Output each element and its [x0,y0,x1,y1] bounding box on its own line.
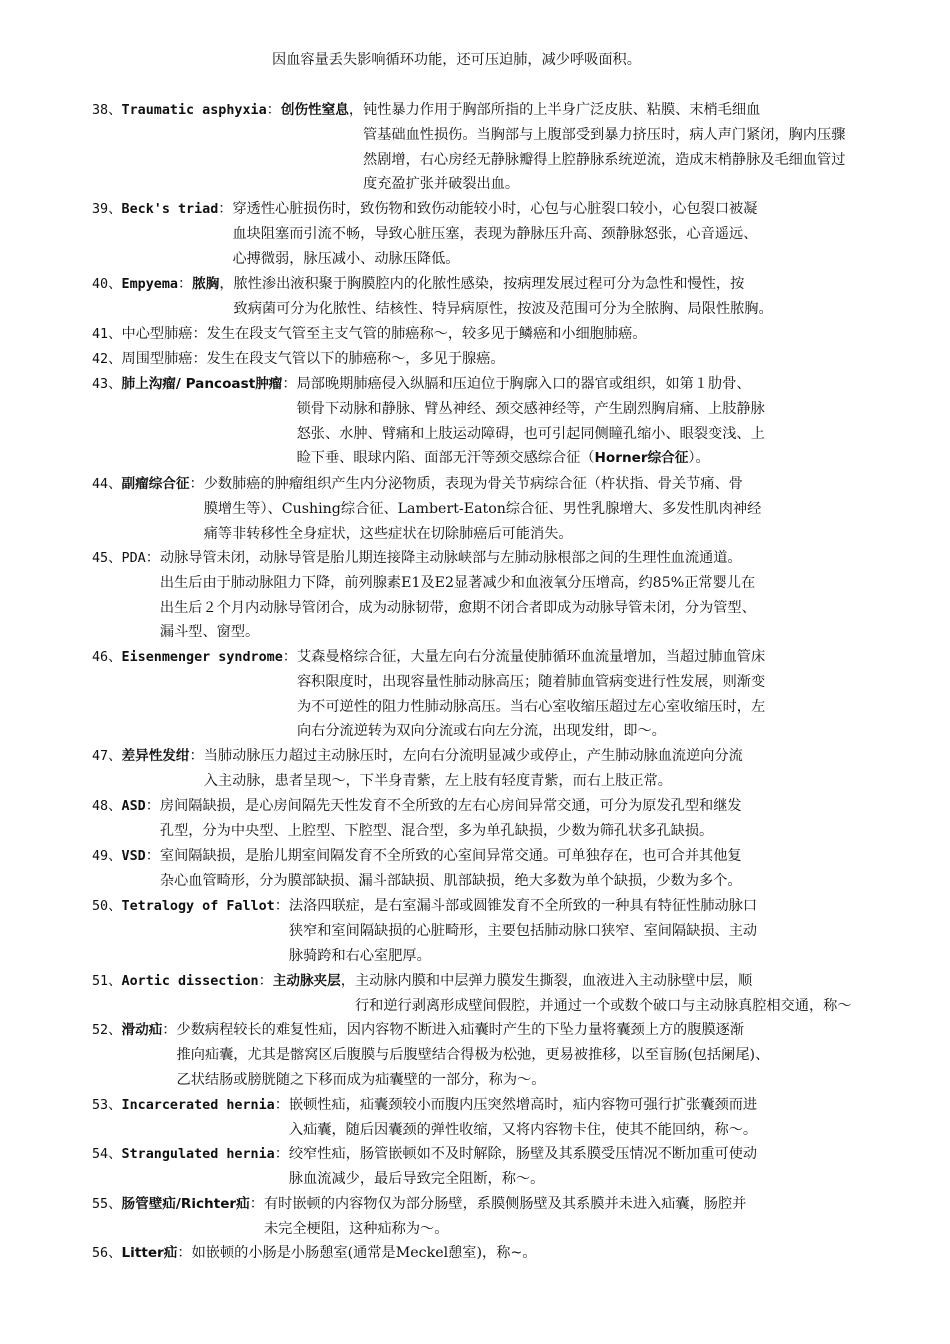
entry-definition [289,1142,872,1192]
entry-heading [92,969,355,995]
glossary-entry [92,322,872,348]
entry-definition [234,272,872,322]
definition-line: 推向疝囊，尤其是髂窝区后腹膜与后腹壁结合得极为松弛，更易被推移，以至盲肠(包括阑尾)、 [176,1046,770,1063]
entry-term: Tetralogy of Fallot [121,899,275,914]
definition-line: 少数肺癌的肿瘤组织产生内分泌物质，表现为骨关节病综合征（杵状指、骨关节痛、骨 [203,476,743,492]
definition-line: 脉骑跨和右心室肥厚。 [288,947,431,964]
entry-chinese-term: 差异性发绀 [121,748,190,764]
entry-separator: ： [274,1097,289,1113]
definition-line: 血块阻塞而引流不畅，导致心脏压塞，表现为静脉压升高、颈静脉怒张，心音遥远、 [232,225,758,242]
glossary-entry [92,98,872,197]
entry-definition [160,844,872,894]
entry-definition [363,98,872,197]
definition-line: 局部晚期肺癌侵入纵膈和压迫位于胸廓入口的器官或组织，如第１肋骨、 [296,376,751,392]
definition-line: 动脉导管未闭，动脉导管是胎儿期连接降主动脉峡部与左肺动脉根部之间的生理性血流通道。 [159,550,742,566]
entry-definition [232,197,872,271]
glossary-entry [92,969,872,1019]
entry-separator: ： [162,1022,177,1038]
definition-line: 有时嵌顿的内容物仅为部分肠壁，系膜侧肠壁及其系膜并未进入疝囊，肠腔并 [263,1196,747,1212]
definition-line: 漏斗型、窗型。 [159,624,260,641]
entry-heading [92,1192,264,1218]
definition-line: 锁骨下动脉和静脉、臂丛神经、颈交感神经等，产生剧烈胸肩痛、上肢静脉 [296,400,765,417]
entry-heading [92,322,207,348]
definition-line: 出生后由于肺动脉阻力下降，前列腺素E1及E2显著减少和血液氧分压增高，约85%正常婴儿在 [159,574,756,591]
definition-line: 法洛四联症，是右室漏斗部或圆锥发育不全所致的一种具有特征性肺动脉口 [288,898,758,914]
entry-term: Aortic dissection [121,974,259,989]
definition-line: 乙状结肠或膀胱随之下移而成为疝囊壁的一部分，称为～。 [176,1071,546,1088]
entry-separator: ： [177,1245,192,1261]
definition-line: 然剧增，右心房经无静脉瓣得上腔静脉系统逆流，造成末梢静脉及毛细血管过 [363,151,846,168]
entry-heading [92,472,204,498]
entry-heading [92,347,207,373]
glossary-entry [92,894,872,968]
definition-line: 致病菌可分为化脓性、结核性、特异病原性，按波及范围可分为全脓胸、局限性脓胸。 [233,300,773,317]
entry-heading [92,1093,289,1119]
entry-heading [92,1142,289,1168]
entry-number: 50、 [92,899,122,914]
entry-heading [92,844,160,870]
entry-definition [177,1018,873,1092]
entry-separator: ： [145,550,160,566]
entry-separator: ： [145,798,160,814]
entry-term: VSD [121,849,146,864]
entry-number: 40、 [92,277,122,292]
entry-heading [92,645,297,671]
entry-definition [204,744,872,794]
entry-number: 39、 [92,202,122,217]
glossary-entry [92,1241,872,1267]
entry-term: Beck's triad [121,202,219,217]
entry-separator: ， [219,276,234,292]
glossary-entry [92,794,872,844]
entry-heading [92,794,160,820]
entry-separator: ， [340,973,355,989]
definition-line: 发生在段支气管至主支气管的肺癌称～，较多见于鳞癌和小细胞肺癌。 [206,326,647,342]
entry-separator: ， [348,102,364,118]
definition-line: 艾森曼格综合征，大量左向右分流量使肺循环血流量增加，当超过肺血管床 [296,649,766,665]
entry-separator: ： [258,973,273,989]
definition-line: 房间隔缺损，是心房间隔先天性发育不全所致的左右心房间异常交通，可分为原发孔型和继发 [159,798,742,814]
entry-definition [264,1192,872,1242]
entry-separator: ： [192,351,207,367]
entry-definition [297,372,872,471]
definition-line: 出生后２个月内动脉导管闭合，成为动脉韧带，愈期不闭合者即成为动脉导管未闭，分为管型、 [159,599,756,616]
entry-term: Eisenmenger syndrome [121,650,283,665]
entry-separator: ： [189,748,204,764]
entry-chinese-term: 主动脉夹层 [272,973,341,989]
entry-definition [160,546,872,645]
definition-line: 狭窄和室间隔缺损的心脏畸形，主要包括肺动脉口狭窄、室间隔缺损、主动 [288,922,758,939]
glossary-entry [92,1093,872,1143]
entry-separator: ： [266,102,281,118]
entry-number: 41、 [92,327,122,342]
entry-term: Strangulated hernia [121,1147,275,1162]
definition-line: 膜增生等）、Cushing综合征、Lambert-Eaton综合征、男性乳腺增大、多发性肌肉神经 [203,500,762,517]
entry-separator: ： [145,848,160,864]
definition-line: 度充盈扩张并破裂出血。 [363,176,520,193]
glossary-entry [92,844,872,894]
entry-definition [207,347,872,372]
definition-line: 行和逆行剥离形成壁间假腔，并通过一个或数个破口与主动脉真腔相交通，称～ [354,997,852,1014]
entry-chinese-term: 肠管壁疝/Richter疝 [121,1196,250,1212]
entry-number: 51、 [92,974,122,989]
definition-line: 当肺动脉压力超过主动脉压时，左向右分流明显减少或停止，产生肺动脉血流逆向分流 [203,748,743,764]
definition-line: 主动脉内膜和中层弹力膜发生撕裂，血液进入主动脉壁中层，顺 [354,973,753,989]
entry-definition [289,1093,872,1143]
definition-line: 发生在段支气管以下的肺癌称～，多见于腺癌。 [206,351,505,367]
entry-chinese-term: 中心型肺癌 [121,326,193,342]
entry-chinese-term: 肺上沟瘤/ Pancoast肿瘤 [121,376,283,392]
definition-line: 室间隔缺损，是胎儿期室间隔发育不全所致的心室间异常交通。可单独存在，也可合并其他复 [159,848,742,864]
definition-line: 入疝囊，随后因囊颈的弹性收缩，又将内容物卡住，使其不能回纳，称～。 [288,1121,758,1138]
entry-definition [297,645,872,744]
entry-separator: ： [282,376,297,392]
definition-line: 脓性渗出液积聚于胸膜腔内的化脓性感染，按病理发展过程可分为急性和慢性，按 [233,276,745,292]
entry-number: 46、 [92,650,122,665]
glossary-entry [92,197,872,271]
entry-number: 47、 [92,749,122,764]
definition-line: 睑下垂、眼球内陷、面部无汗等颈交感综合征（Horner综合征）。 [296,450,710,467]
definition-line: 杂心血管畸形，分为膜部缺损、漏斗部缺损、肌部缺损，绝大多数为单个缺损，少数为多个。 [159,872,742,889]
entry-separator: ： [274,898,289,914]
definition-line: 钝性暴力作用于胸部所指的上半身广泛皮肤、粘膜、末梢毛细血 [363,102,761,118]
entry-term: Traumatic asphyxia [121,103,267,118]
entry-heading [92,546,160,572]
definition-line: 嵌顿性疝，疝囊颈较小而腹内压突然增高时，疝内容物可强行扩张囊颈而进 [288,1097,758,1113]
entry-chinese-term: 副瘤综合征 [121,476,190,492]
entry-chinese-term: 滑动疝 [121,1022,163,1038]
entry-heading [92,1241,192,1267]
entry-number: 56、 [92,1246,122,1261]
glossary-entry [92,546,872,645]
definition-line: 未完全梗阻，这种疝称为～。 [263,1220,449,1237]
entry-definition [355,969,872,1019]
entry-heading [92,197,232,223]
definition-line: 穿透性心脏损伤时，致伤物和致伤动能较小时，心包与心脏裂口较小，心包裂口被凝 [232,201,758,217]
entry-term: Empyema [121,277,178,292]
entry-number: 54、 [92,1147,122,1162]
definition-line: 入主动脉，患者呈现～，下半身青紫，左上肢有轻度青紫，而右上肢正常。 [203,772,672,789]
entry-heading [92,372,297,398]
definition-line: 少数病程较长的难复性疝，因内容物不断进入疝囊时产生的下坠力量将囊颈上方的腹膜逐渐 [176,1022,745,1038]
glossary-entry [92,472,872,546]
entry-heading [92,98,363,124]
glossary-entry [92,1018,872,1092]
entry-chinese-term: 创伤性窒息 [280,102,349,118]
entry-heading [92,894,289,920]
entry-definition [289,894,872,968]
entry-separator: ： [274,1146,289,1162]
definition-line: 怒张、水肿、臂痛和上肢运动障碍，也可引起同侧瞳孔缩小、眼裂变浅、上 [296,425,765,442]
entry-separator: ： [249,1196,264,1212]
definition-line: 脉血流减少，最后导致完全阻断，称～。 [288,1170,545,1187]
entry-definition [207,322,872,347]
entry-definition [192,1241,872,1266]
entry-term: PDA [121,551,146,566]
glossary-entry [92,272,872,322]
entry-term: ASD [121,799,146,814]
entry-number: 38、 [92,103,122,118]
glossary-entry [92,372,872,471]
glossary-entry [92,645,872,744]
entry-separator: ： [218,201,233,217]
entry-separator: ： [177,276,193,292]
glossary-entry [92,744,872,794]
entry-heading [92,744,204,770]
entry-separator: ： [192,326,207,342]
definition-line: 绞窄性疝，肠管嵌顿如不及时解除，肠壁及其系膜受压情况不断加重可使动 [288,1146,758,1162]
definition-line: 如嵌顿的小肠是小肠憩室(通常是Meckel憩室)，称~。 [191,1245,537,1261]
entry-separator: ： [282,649,297,665]
entry-number: 44、 [92,477,122,492]
entry-number: 49、 [92,849,122,864]
entry-chinese-term: Litter疝 [121,1245,178,1261]
entry-number: 42、 [92,352,122,367]
entry-number: 48、 [92,799,122,814]
glossary-entry [92,1142,872,1192]
entry-definition [204,472,872,546]
definition-line: 管基础血性损伤。当胸部与上腹部受到暴力挤压时，病人声门紧闭，胸内压骤 [363,126,846,143]
entry-number: 45、 [92,551,122,566]
entry-term: Incarcerated hernia [121,1098,275,1113]
definition-line: 向右分流逆转为双向分流或右向左分流，出现发绀，即～。 [296,723,666,740]
entry-chinese-term: 脓胸 [192,276,220,292]
entry-number: 43、 [92,377,122,392]
glossary-entry [92,347,872,373]
entry-chinese-term: 周围型肺癌 [121,351,193,367]
entry-number: 53、 [92,1098,122,1113]
definition-line: 心搏微弱，脉压减小、动脉压降低。 [232,250,460,267]
entry-number: 52、 [92,1023,122,1038]
definition-line: 为不可逆性的阻力性肺动脉高压。当右心室收缩压超过左心室收缩压时，左 [296,698,766,715]
definition-line: 孔型，分为中央型、上腔型、下腔型、混合型，多为单孔缺损，少数为筛孔状多孔缺损。 [159,822,714,839]
definition-line: 容积限度时，出现容量性肺动脉高压；随着肺血管病变进行性发展，则渐变 [296,673,766,690]
entry-separator: ： [189,476,204,492]
definition-line: 痛等非转移性全身症状，这些症状在切除肺癌后可能消失。 [203,525,573,542]
continuation-line: 因血容量丢失影响循环功能，还可压迫肺，减少呼吸面积。 [272,52,641,68]
entry-heading [92,272,234,298]
glossary-entry [92,1192,872,1242]
entry-number: 55、 [92,1197,122,1212]
entry-heading [92,1018,177,1044]
entry-definition [160,794,872,844]
